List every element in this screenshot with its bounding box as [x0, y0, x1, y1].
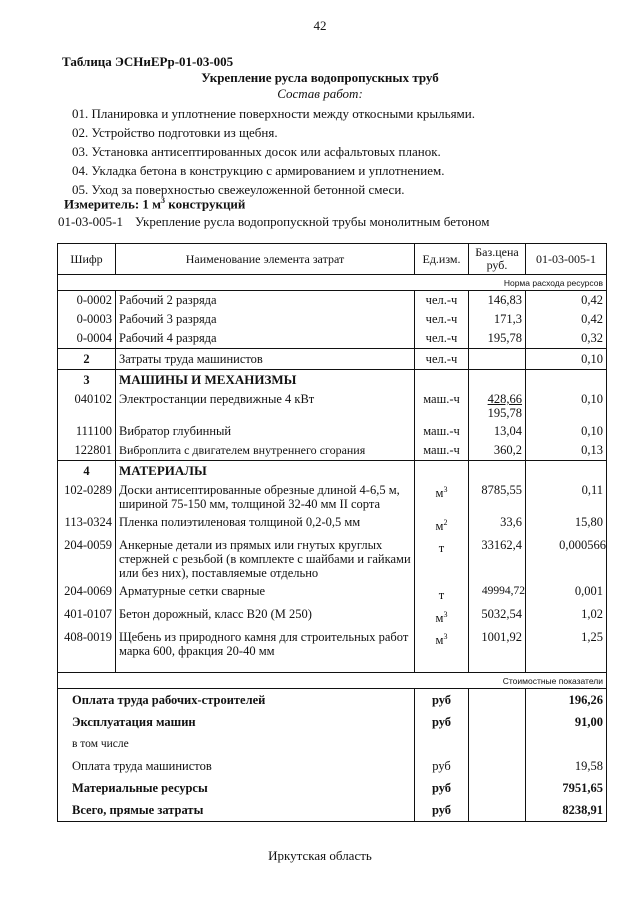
- subtitle-code: 01-03-005-1: [58, 214, 123, 229]
- summary-value: 8238,91: [526, 799, 607, 822]
- unit-base: м: [435, 519, 444, 534]
- summary-empty: [469, 777, 526, 799]
- row-unit: [415, 628, 469, 673]
- section-title: МАШИНЫ И МЕХАНИЗМЫ: [116, 370, 415, 391]
- row-price: 360,2: [469, 441, 526, 461]
- row-norm: 1,02: [526, 605, 607, 628]
- summary-row: [58, 799, 607, 822]
- summary-row: [58, 689, 607, 712]
- cost-label-row: [58, 673, 607, 689]
- summary-empty: [469, 733, 526, 755]
- row-unit: [415, 582, 469, 605]
- summary-row: [58, 777, 607, 799]
- resource-table: [57, 243, 607, 822]
- header-unit: Ед.изм.: [415, 244, 469, 275]
- table-row: [58, 441, 607, 461]
- table-code: Таблица ЭСНиЕРр-01-03-005: [62, 54, 234, 69]
- row-norm: 0,10: [526, 349, 607, 370]
- summary-unit: [415, 733, 469, 755]
- table-row: [58, 422, 607, 441]
- row-norm: 0,42: [526, 310, 607, 329]
- row-code: 122801: [58, 441, 116, 461]
- subtitle-text: Укрепление русла водопропускной трубы монолитным бетоном: [135, 214, 490, 229]
- page-number: 42: [313, 18, 327, 33]
- row-code: 0-0004: [58, 329, 116, 349]
- section-title: Укрепление русла водопропускных труб: [201, 70, 439, 85]
- row-norm: 0,32: [526, 329, 607, 349]
- measure-suffix: конструкций: [165, 196, 246, 212]
- row-name: Пленка полиэтиленовая толщиной 0,2-0,5 мм: [116, 513, 415, 536]
- summary-name: Материальные ресурсы: [58, 777, 415, 799]
- price-top: 428,66: [487, 392, 522, 406]
- price-fraction: [488, 392, 522, 420]
- unit-sup: 2: [443, 518, 448, 527]
- summary-row: [58, 755, 607, 777]
- row-name: Виброплита с двигателем внутреннего сгорания: [116, 441, 415, 461]
- summary-name: Эксплуатация машин: [58, 711, 415, 733]
- unit-base: т: [438, 588, 445, 603]
- empty-cell: [526, 461, 607, 482]
- summary-empty: [469, 799, 526, 822]
- row-code: 040102: [58, 390, 116, 422]
- works-title: Состав работ:: [277, 86, 363, 101]
- summary-unit: руб: [415, 777, 469, 799]
- section-title: МАТЕРИАЛЫ: [116, 461, 415, 482]
- row-norm: 1,25: [526, 628, 607, 673]
- table-row: [58, 481, 607, 513]
- page-footer: Иркутская область: [268, 848, 372, 863]
- section-code: 4: [58, 461, 116, 482]
- measure-unit: [64, 196, 245, 212]
- table-subtitle: [58, 214, 489, 230]
- measure-sup: 3: [161, 196, 166, 205]
- measure-prefix: Измеритель: 1 м: [64, 196, 162, 212]
- header-code: Шифр: [58, 244, 116, 275]
- row-name: Рабочий 3 разряда: [116, 310, 415, 329]
- table-row: [58, 310, 607, 329]
- row-unit: [415, 513, 469, 536]
- summary-name: Оплата труда машинистов: [58, 755, 415, 777]
- row-unit: маш.-ч: [415, 422, 469, 441]
- summary-empty: [469, 755, 526, 777]
- row-unit: [415, 536, 469, 582]
- header-name: Наименование элемента затрат: [116, 244, 415, 275]
- norm-label-row: [58, 275, 607, 291]
- summary-name: Всего, прямые затраты: [58, 799, 415, 822]
- summary-value: 19,58: [526, 755, 607, 777]
- row-code: 204-0059: [58, 536, 116, 582]
- row-code: 401-0107: [58, 605, 116, 628]
- section-machines: [58, 370, 607, 391]
- row-code: 111100: [58, 422, 116, 441]
- row-norm: 0,10: [526, 422, 607, 441]
- work-item: 02. Устройство подготовки из щебня.: [72, 125, 278, 140]
- row-code: 2: [58, 349, 116, 370]
- table-row: [58, 329, 607, 349]
- unit-base: м: [435, 486, 444, 501]
- row-unit: маш.-ч: [415, 390, 469, 422]
- section-materials: [58, 461, 607, 482]
- row-price: [469, 349, 526, 370]
- unit-sup: 3: [443, 485, 448, 494]
- row-code: 113-0324: [58, 513, 116, 536]
- row-norm: 0,000566: [526, 536, 607, 582]
- work-item: 03. Установка антисептированных досок или асфальтовых планок.: [72, 144, 441, 159]
- row-unit: чел.-ч: [415, 310, 469, 329]
- row-price: 13,04: [469, 422, 526, 441]
- summary-row: [58, 733, 607, 755]
- unit-base: т: [438, 541, 445, 556]
- row-price: 8785,55: [469, 481, 526, 513]
- unit-base: м: [435, 633, 444, 648]
- table-row: [58, 582, 607, 605]
- unit-base: м: [435, 611, 444, 626]
- works-list: [72, 104, 475, 199]
- row-price: 195,78: [469, 329, 526, 349]
- empty-cell: [469, 461, 526, 482]
- row-unit: [415, 481, 469, 513]
- row-code: 0-0002: [58, 291, 116, 311]
- row-price: 49994,72: [469, 582, 526, 605]
- row-price: [469, 390, 526, 422]
- row-code: 204-0069: [58, 582, 116, 605]
- row-price: 33162,4: [469, 536, 526, 582]
- summary-row: [58, 711, 607, 733]
- header-price: Баз.цена руб.: [469, 244, 526, 275]
- table-row-machinists: [58, 349, 607, 370]
- price-bottom: 195,78: [487, 406, 522, 420]
- row-price: 33,6: [469, 513, 526, 536]
- summary-value: 7951,65: [526, 777, 607, 799]
- row-norm: 0,13: [526, 441, 607, 461]
- empty-cell: [526, 370, 607, 391]
- row-name: Электростанции передвижные 4 кВт: [116, 390, 415, 422]
- summary-empty: [469, 689, 526, 712]
- work-item: 05. Уход за поверхностью свежеуложенной бетонной смеси.: [72, 182, 405, 197]
- summary-name: в том числе: [58, 733, 415, 755]
- norm-label: Норма расхода ресурсов: [58, 275, 607, 291]
- summary-unit: руб: [415, 799, 469, 822]
- cost-label: Стоимостные показатели: [58, 673, 607, 689]
- table-row: [58, 291, 607, 311]
- empty-cell: [469, 370, 526, 391]
- row-code: 408-0019: [58, 628, 116, 673]
- row-name: Анкерные детали из прямых или гнутых круглых стержней с резьбой (в комплекте с шайбами и гайками или без них), поставляемые отдельно: [116, 536, 415, 582]
- row-code: 102-0289: [58, 481, 116, 513]
- row-price: 5032,54: [469, 605, 526, 628]
- work-item: 01. Планировка и уплотнение поверхности между откосными крыльями.: [72, 106, 475, 121]
- header-norm: 01-03-005-1: [526, 244, 607, 275]
- empty-cell: [415, 461, 469, 482]
- row-price: 171,3: [469, 310, 526, 329]
- summary-unit: руб: [415, 689, 469, 712]
- row-unit: [415, 605, 469, 628]
- table-row: [58, 513, 607, 536]
- table-header: [58, 244, 607, 275]
- summary-value: [526, 733, 607, 755]
- row-name: Арматурные сетки сварные: [116, 582, 415, 605]
- row-norm: 0,42: [526, 291, 607, 311]
- summary-name: Оплата труда рабочих-строителей: [58, 689, 415, 712]
- row-name: Затраты труда машинистов: [116, 349, 415, 370]
- work-item: 04. Укладка бетона в конструкцию с армированием и уплотнением.: [72, 163, 445, 178]
- row-norm: 0,001: [526, 582, 607, 605]
- row-name: Рабочий 4 разряда: [116, 329, 415, 349]
- row-unit: чел.-ч: [415, 349, 469, 370]
- table-row: [58, 390, 607, 422]
- row-norm: 0,10: [526, 390, 607, 422]
- unit-sup: 3: [443, 632, 448, 642]
- summary-empty: [469, 711, 526, 733]
- row-name: Вибратор глубинный: [116, 422, 415, 441]
- row-unit: чел.-ч: [415, 291, 469, 311]
- row-norm: 0,11: [526, 481, 607, 513]
- row-name: Рабочий 2 разряда: [116, 291, 415, 311]
- unit-sup: 3: [443, 610, 448, 620]
- summary-unit: руб: [415, 711, 469, 733]
- row-unit: маш.-ч: [415, 441, 469, 461]
- section-code: 3: [58, 370, 116, 391]
- summary-value: 91,00: [526, 711, 607, 733]
- summary-unit: руб: [415, 755, 469, 777]
- table-row: [58, 628, 607, 673]
- row-norm: 15,80: [526, 513, 607, 536]
- summary-value: 196,26: [526, 689, 607, 712]
- row-name: Доски антисептированные обрезные длиной 4-6,5 м, шириной 75-150 мм, толщиной 32-40 мм II сорта: [116, 481, 415, 513]
- row-price: 146,83: [469, 291, 526, 311]
- empty-cell: [415, 370, 469, 391]
- table-row: [58, 605, 607, 628]
- row-unit: чел.-ч: [415, 329, 469, 349]
- row-name: Бетон дорожный, класс В20 (М 250): [116, 605, 415, 628]
- row-code: 0-0003: [58, 310, 116, 329]
- row-name: Щебень из природного камня для строительных работ марка 600, фракция 20-40 мм: [116, 628, 415, 673]
- table-row: [58, 536, 607, 582]
- row-price: 1001,92: [469, 628, 526, 673]
